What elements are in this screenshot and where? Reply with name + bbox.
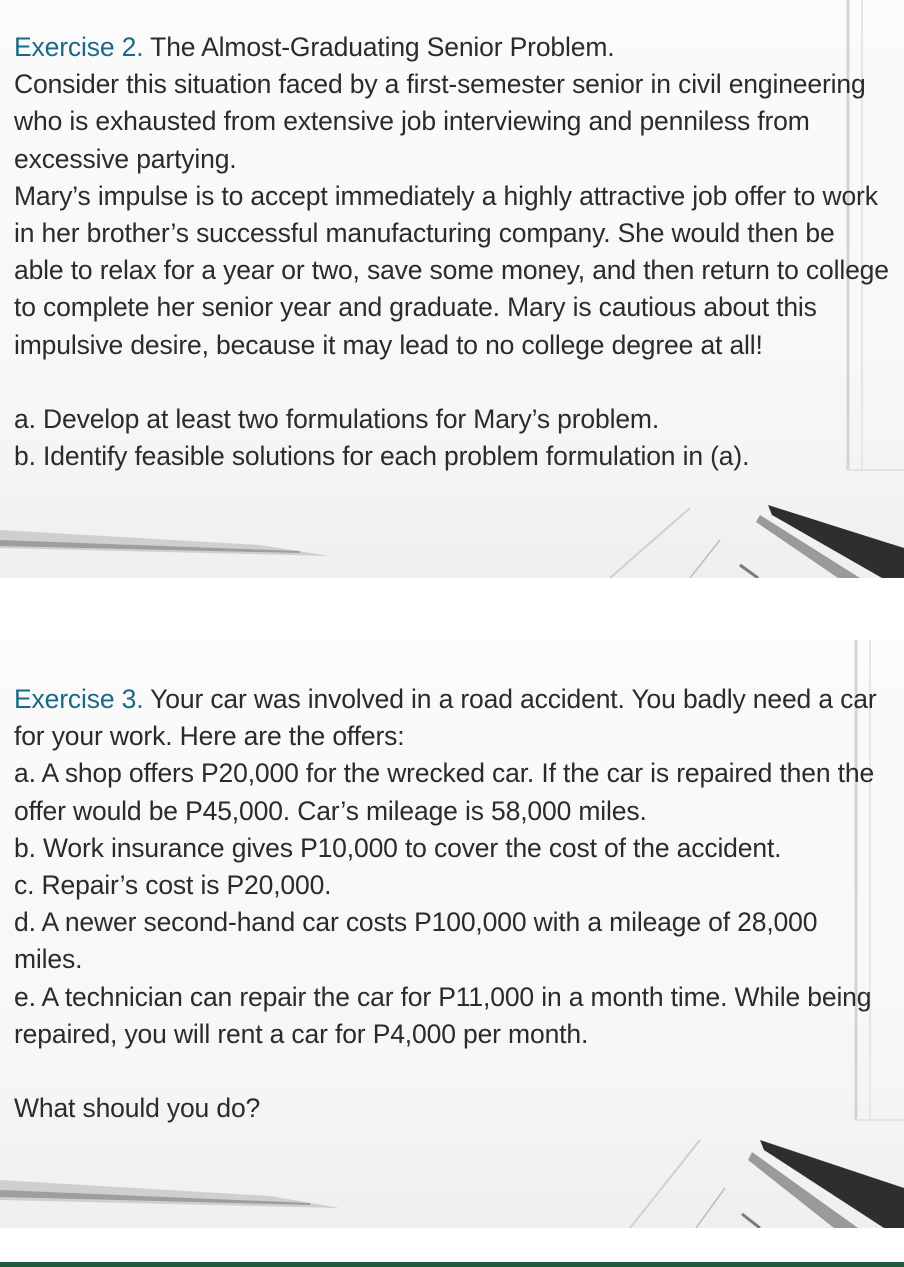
exercise-3-item-e: e. A technician can repair the car for P11,000 in a month time. While being repaired, you will rent a car for P4,000 per month.: [14, 981, 872, 1049]
exercise-2-content: [14, 29, 890, 475]
exercise-3-label: Exercise 3.: [14, 684, 144, 714]
exercise-2-title: The Almost-Graduating Senior Problem.: [150, 32, 615, 62]
exercise-2-paragraph-1: Consider this situation faced by a first-semester senior in civil engineering who is exhausted from extensive job interviewing and penniless from excessive partying.: [14, 69, 866, 174]
exercise-3-title: Your car was involved in a road accident. You badly need a car for your work. Here are the offers:: [14, 684, 877, 752]
exercise-2-heading: [14, 29, 890, 66]
exercise-3-item-d: d. A newer second-hand car costs P100,000 with a mileage of 28,000 miles.: [14, 907, 818, 975]
exercise-3-content: [14, 681, 890, 1127]
exercise-2-item-a: a. Develop at least two formulations for Mary’s problem.: [14, 403, 660, 434]
exercise-3-item-b: b. Work insurance gives P10,000 to cover the cost of the accident.: [14, 832, 782, 863]
bottom-accent-bar: [0, 1262, 904, 1267]
spacer: [14, 364, 890, 401]
spacer: [14, 1053, 890, 1090]
exercise-3-question: What should you do?: [14, 1093, 261, 1124]
exercise-2-label: Exercise 2.: [14, 32, 144, 62]
exercise-2-item-b: b. Identify feasible solutions for each problem formulation in (a).: [14, 441, 750, 472]
slide-exercise-2: [0, 0, 904, 578]
exercise-3-heading: [14, 681, 890, 755]
slide-exercise-3: [0, 640, 904, 1228]
exercise-2-paragraph-2: Mary’s impulse is to accept immediately a highly attractive job offer to work in her brother’s successful manufacturing company. She would then be able to relax for a year or two, save some money, and then return to college to complete her senior year and graduate. Mary is cautious about this impulsive desire, because it may lead to no college degree at all!: [14, 180, 889, 360]
exercise-3-item-c: c. Repair’s cost is P20,000.: [14, 870, 332, 901]
exercise-3-item-a: a. A shop offers P20,000 for the wrecked car. If the car is repaired then the offer would be P45,000. Car’s mileage is 58,000 miles.: [14, 758, 875, 826]
